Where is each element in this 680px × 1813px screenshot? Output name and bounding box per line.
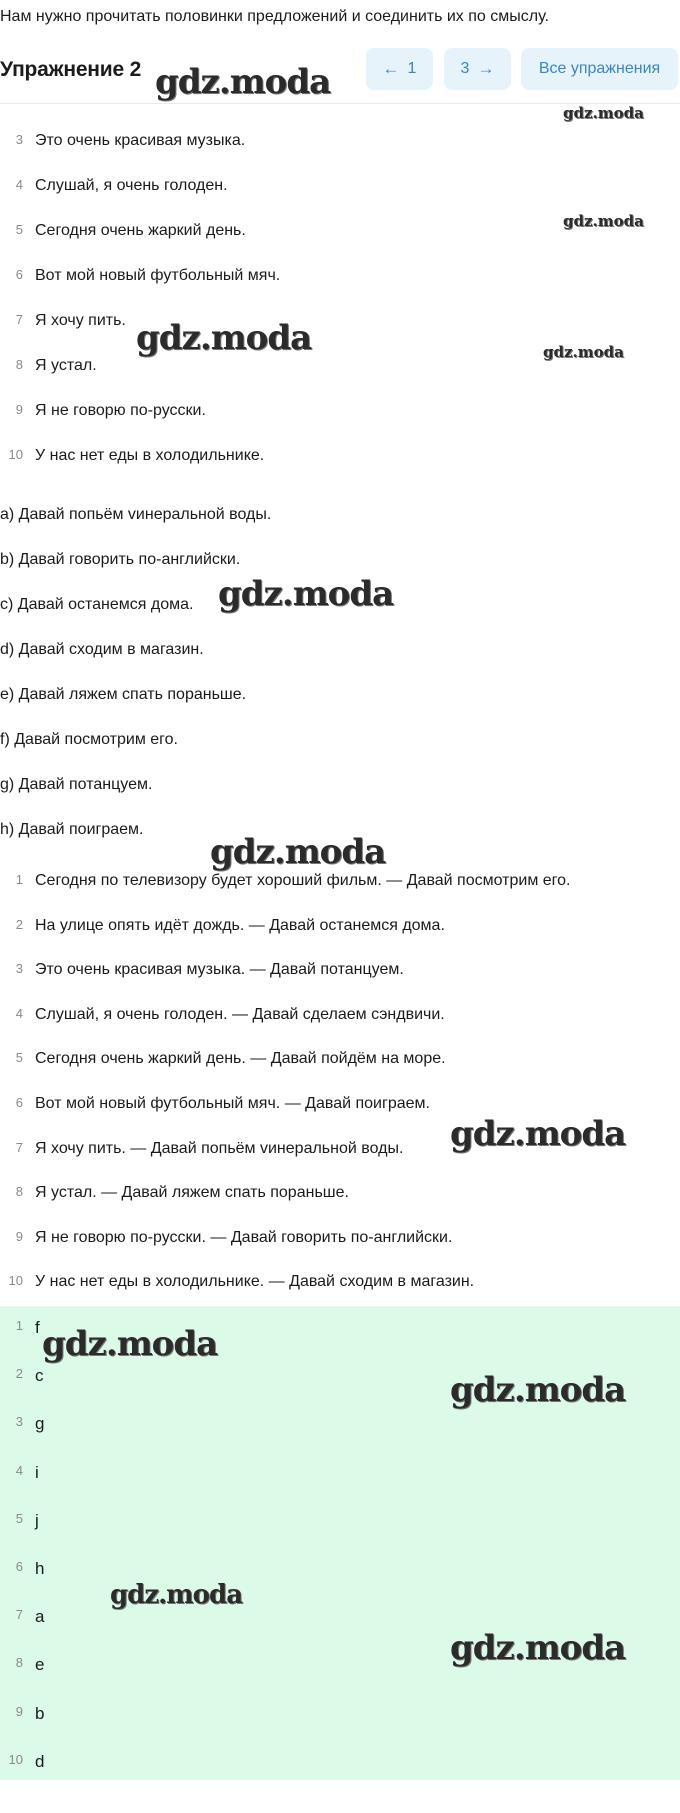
all-exercises-button[interactable]: Все упражнения [521, 48, 678, 90]
answer-letter: i [35, 1462, 39, 1482]
watermark: gdz.moda [563, 212, 644, 230]
item-number: 7 [15, 312, 23, 327]
item-number: 5 [15, 1050, 23, 1066]
list-item [0, 402, 680, 447]
list-item [0, 641, 680, 686]
list-item [0, 731, 680, 776]
answer-letter: g [35, 1414, 45, 1434]
watermark: gdz.moda [450, 1370, 626, 1410]
list-item [0, 872, 680, 917]
item-number: 8 [15, 1184, 23, 1200]
exercise-header [0, 48, 680, 94]
combined-list [0, 872, 680, 1318]
arrow-right-icon: → [477, 59, 495, 78]
item-number: 10 [8, 447, 23, 462]
list-item [0, 1184, 680, 1229]
list-item [0, 1511, 680, 1559]
list-item [0, 357, 680, 402]
list-item [0, 1559, 680, 1607]
item-number: 3 [15, 132, 23, 147]
option-text: e) Давай ляжем спать пораньше. [0, 686, 247, 703]
item-text: Слушай, я очень голоден. [35, 177, 228, 194]
item-number: 1 [15, 872, 23, 887]
item-number: 4 [15, 1462, 23, 1478]
option-text: b) Давай говорить по-английски. [0, 551, 241, 568]
option-text: d) Давай сходим в магазин. [0, 641, 204, 658]
item-text: Я устал. [35, 357, 97, 374]
list-item [0, 1752, 680, 1800]
option-text: g) Давай потанцуем. [0, 776, 153, 793]
answer-letter: d [35, 1751, 45, 1771]
option-text: f) Давай посмотрим его. [0, 731, 178, 748]
list-item [0, 1704, 680, 1752]
item-text: Вот мой новый футбольный мяч. [35, 267, 281, 284]
list-item [0, 961, 680, 1006]
item-number: 9 [15, 1703, 23, 1719]
item-text: Сегодня очень жаркий день. — Давай пойдём на море. [35, 1050, 446, 1068]
list-item [0, 917, 680, 962]
item-text: Я не говорю по-русски. [35, 402, 206, 419]
item-number: 2 [15, 916, 23, 932]
next-exercise-button[interactable] [444, 48, 511, 90]
list-item [0, 132, 680, 177]
option-list [0, 506, 680, 866]
item-text: У нас нет еды в холодильнике. — Давай сходим в магазин. [35, 1273, 475, 1291]
item-text: Сегодня по телевизору будет хороший фильм. — Давай посмотрим его. [35, 872, 571, 889]
item-number: 10 [8, 1273, 23, 1289]
item-number: 7 [15, 1607, 23, 1623]
answer-letter: e [35, 1655, 45, 1675]
sentence-list [0, 132, 680, 492]
item-number: 4 [15, 1005, 23, 1021]
item-text: У нас нет еды в холодильнике. [35, 447, 265, 464]
list-item [0, 1414, 680, 1462]
next-exercise-label: 3 [460, 60, 470, 77]
item-number: 6 [15, 1558, 23, 1574]
item-number: 6 [15, 267, 23, 282]
watermark: gdz.moda [450, 1114, 626, 1154]
list-item [0, 776, 680, 821]
item-number: 3 [15, 1414, 23, 1430]
option-text: a) Давай попьём vинеральной воды. [0, 506, 272, 523]
list-item [0, 1050, 680, 1095]
watermark: gdz.moda [210, 832, 386, 872]
watermark: gdz.moda [450, 1628, 626, 1668]
watermark: gdz.moda [563, 104, 644, 122]
watermark: gdz.moda [110, 1580, 243, 1610]
answer-letter: c [35, 1366, 44, 1386]
list-item [0, 447, 680, 492]
item-number: 9 [15, 402, 23, 417]
item-text: Я хочу пить. [35, 312, 126, 329]
item-number: 8 [15, 357, 23, 372]
answer-letter: h [35, 1558, 45, 1578]
item-text: Я не говорю по-русски. — Давай говорить по-английски. [35, 1228, 453, 1246]
option-text: h) Давай поиграем. [0, 821, 144, 838]
prev-exercise-label: 1 [407, 60, 417, 77]
arrow-left-icon: ← [382, 59, 400, 78]
list-item [0, 1006, 680, 1051]
exercise-title: Упражнение 2 [0, 58, 142, 81]
option-text: c) Давай останемся дома. [0, 596, 194, 613]
item-number: 1 [15, 1318, 23, 1333]
item-text: Я устал. — Давай ляжем спать пораньше. [35, 1184, 349, 1202]
answer-letter: a [35, 1607, 45, 1627]
item-number: 8 [15, 1655, 23, 1671]
watermark: gdz.moda [543, 343, 624, 361]
item-number: 4 [15, 177, 23, 192]
item-text: Сегодня очень жаркий день. [35, 222, 246, 239]
item-number: 6 [15, 1094, 23, 1110]
item-number: 7 [15, 1139, 23, 1155]
intro-text: Нам нужно прочитать половинки предложений и соединить их по смыслу. [0, 8, 549, 25]
item-text: Вот мой новый футбольный мяч. — Давай поиграем. [35, 1094, 430, 1112]
item-text: Это очень красивая музыка. [35, 132, 246, 149]
list-item [0, 686, 680, 731]
item-number: 5 [15, 1510, 23, 1526]
item-number: 9 [15, 1228, 23, 1244]
item-text: Я хочу пить. — Давай попьём vинеральной воды. [35, 1139, 404, 1157]
item-number: 2 [15, 1366, 23, 1382]
item-text: На улице опять идёт дождь. — Давай останемся дома. [35, 916, 445, 934]
answer-letter: f [35, 1318, 40, 1337]
item-number: 5 [15, 222, 23, 237]
answer-letter: j [35, 1510, 39, 1530]
prev-exercise-button[interactable] [366, 48, 433, 90]
watermark: gdz.moda [136, 318, 312, 358]
item-number: 10 [8, 1751, 23, 1767]
list-item [0, 1229, 680, 1274]
item-text: Это очень красивая музыка. — Давай потанцуем. [35, 961, 404, 979]
watermark: gdz.moda [218, 574, 394, 614]
answer-letter: b [35, 1703, 45, 1723]
list-item [0, 506, 680, 551]
watermark: gdz.moda [42, 1324, 218, 1364]
watermark: gdz.moda [155, 62, 331, 102]
list-item [0, 1463, 680, 1511]
item-number: 3 [15, 961, 23, 977]
item-text: Слушай, я очень голоден. — Давай сделаем сэндвичи. [35, 1005, 445, 1023]
list-item [0, 267, 680, 312]
